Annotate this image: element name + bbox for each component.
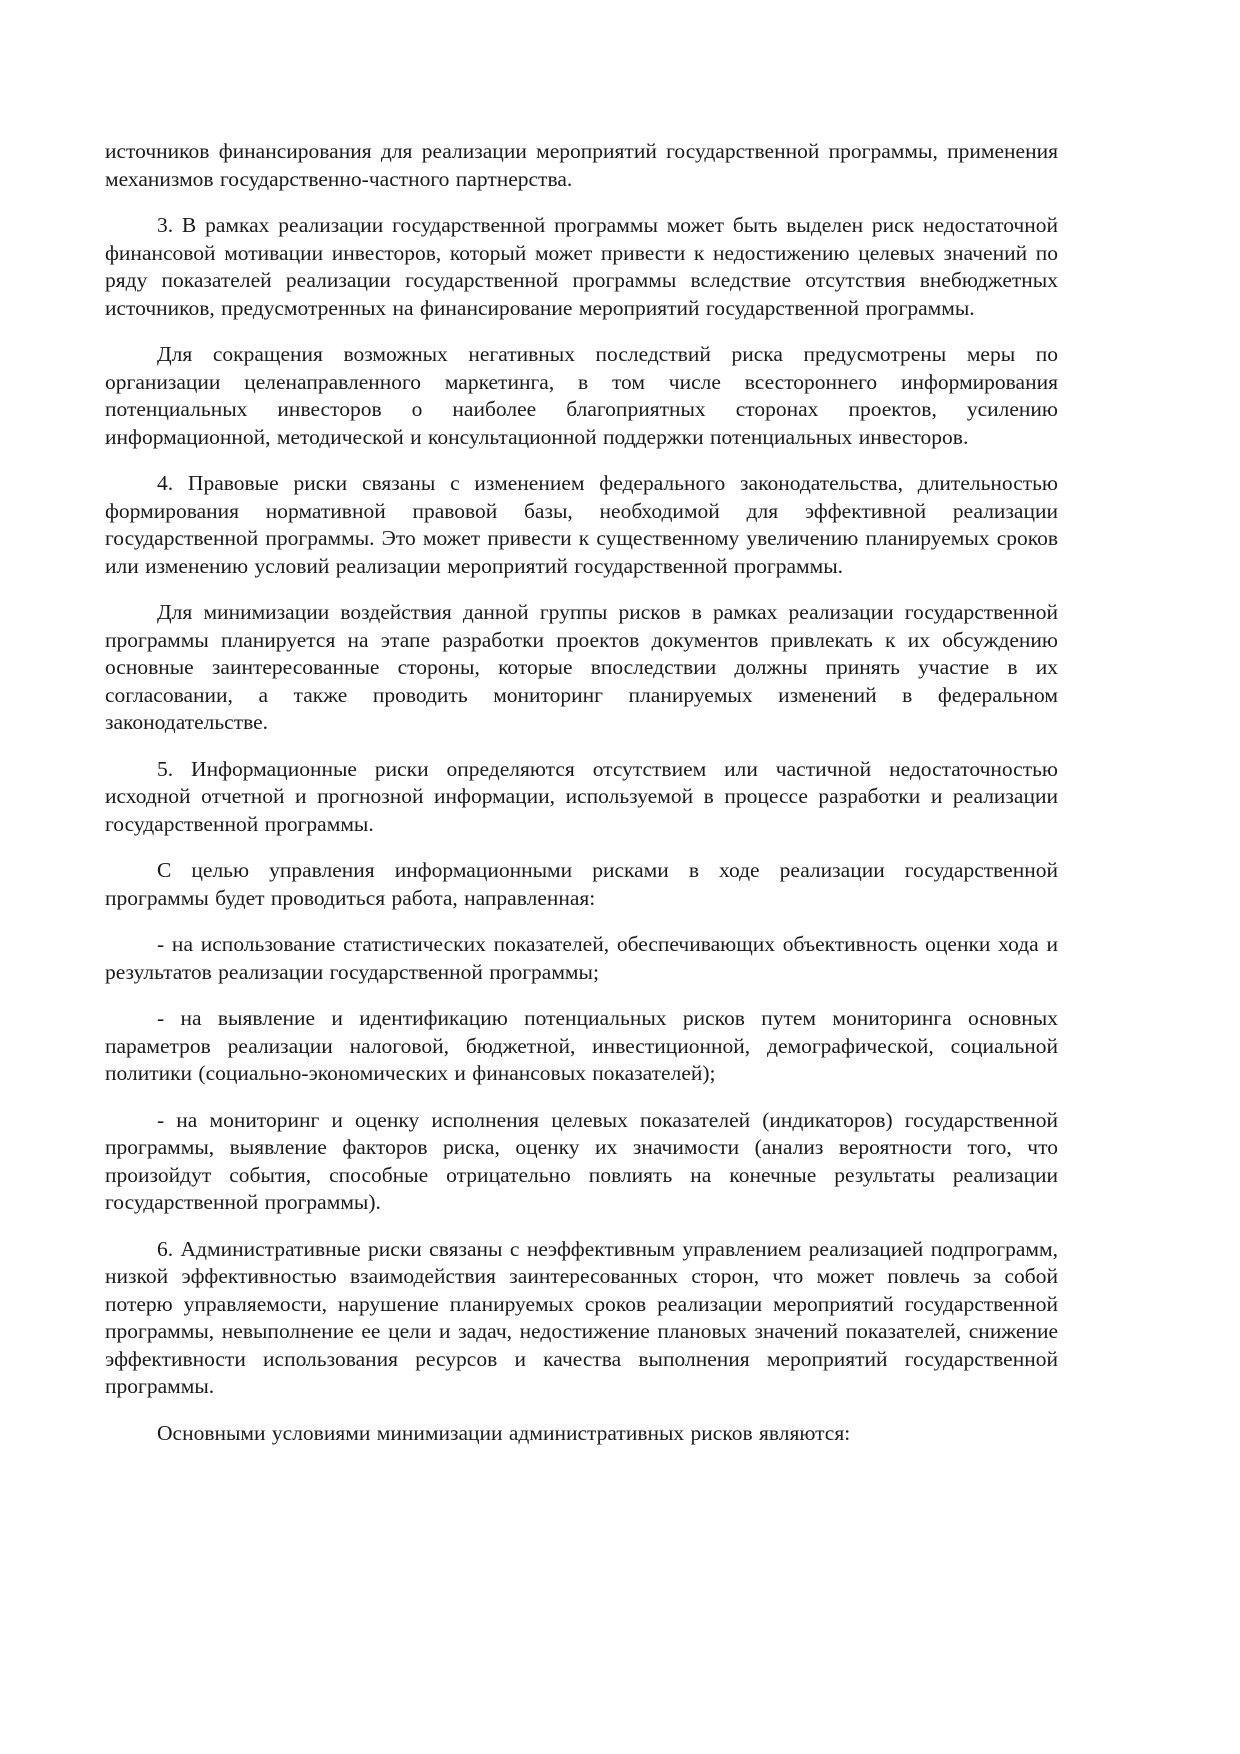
paragraph: 5. Информационные риски определяются отсутствием или частичной недостаточностью исходной отчетной и прогнозной информации, используемой в процессе разработки и реализации государственной программы. [105,756,1058,836]
paragraph: - на выявление и идентификацию потенциальных рисков путем мониторинга основных параметров реализации налоговой, бюджетной, инвестиционной, демографической, социальной политики (социально-экономических и финансовых показателей); [105,1006,1058,1085]
paragraph: С целью управления информационными рисками в ходе реализации государственной программы будет проводиться работа, направленная: [105,858,1058,910]
paragraph: 4. Правовые риски связаны с изменением федерального законодательства, длительностью формирования нормативной правовой базы, необходимой для эффективной реализации государственной программы. Это может привести к существенному увеличению планируемых сроков или изменению условий реализации мероприятий государственной программы. [105,471,1058,578]
paragraph: Для минимизации воздействия данной группы рисков в рамках реализации государственной программы планируется на этапе разработки проектов документов привлекать к их обсуждению основные заинтересованные стороны, которые впоследствии должны принять участие в их согласовании, а также проводить мониторинг планируемых изменений в федеральном законодательстве. [105,600,1058,734]
paragraph: Для сокращения возможных негативных последствий риска предусмотрены меры по организации целенаправленного маркетинга, в том числе всестороннего информирования потенциальных инвесторов о наиболее благоприятных сторонах проектов, усилению информационной, методической и консультационной поддержки потенциальных инвесторов. [105,342,1058,449]
paragraph: 3. В рамках реализации государственной программы может быть выделен риск недостаточной финансовой мотивации инвесторов, который может привести к недостижению целевых значений по ряду показателей реализации государственной программы вследствие отсутствия внебюджетных источников, предусмотренных на финансирование мероприятий государственной программы. [105,213,1058,320]
document-body [105,138,1058,1447]
paragraph: источников финансирования для реализации мероприятий государственной программы, применения механизмов государственно-частного партнерства. [105,139,1058,191]
paragraph: Основными условиями минимизации административных рисков являются: [157,1420,851,1445]
paragraph: 6. Административные риски связаны с неэффективным управлением реализацией подпрограмм, низкой эффективностью взаимодействия заинтересованных сторон, что может повлечь за собой потерю управляемости, нарушение планируемых сроков реализации мероприятий государственной программы, невыполнение ее цели и задач, недостижение плановых значений показателей, снижение эффективности использования ресурсов и качества выполнения мероприятий государственной программы. [105,1236,1058,1398]
paragraph: - на мониторинг и оценку исполнения целевых показателей (индикаторов) государственной программы, выявление факторов риска, оценку их значимости (анализ вероятности того, что произойдут события, способные отрицательно повлиять на конечные результаты реализации государственной программы). [105,1107,1058,1214]
paragraph: - на использование статистических показателей, обеспечивающих объективность оценки хода и результатов реализации государственной программы; [105,932,1058,984]
